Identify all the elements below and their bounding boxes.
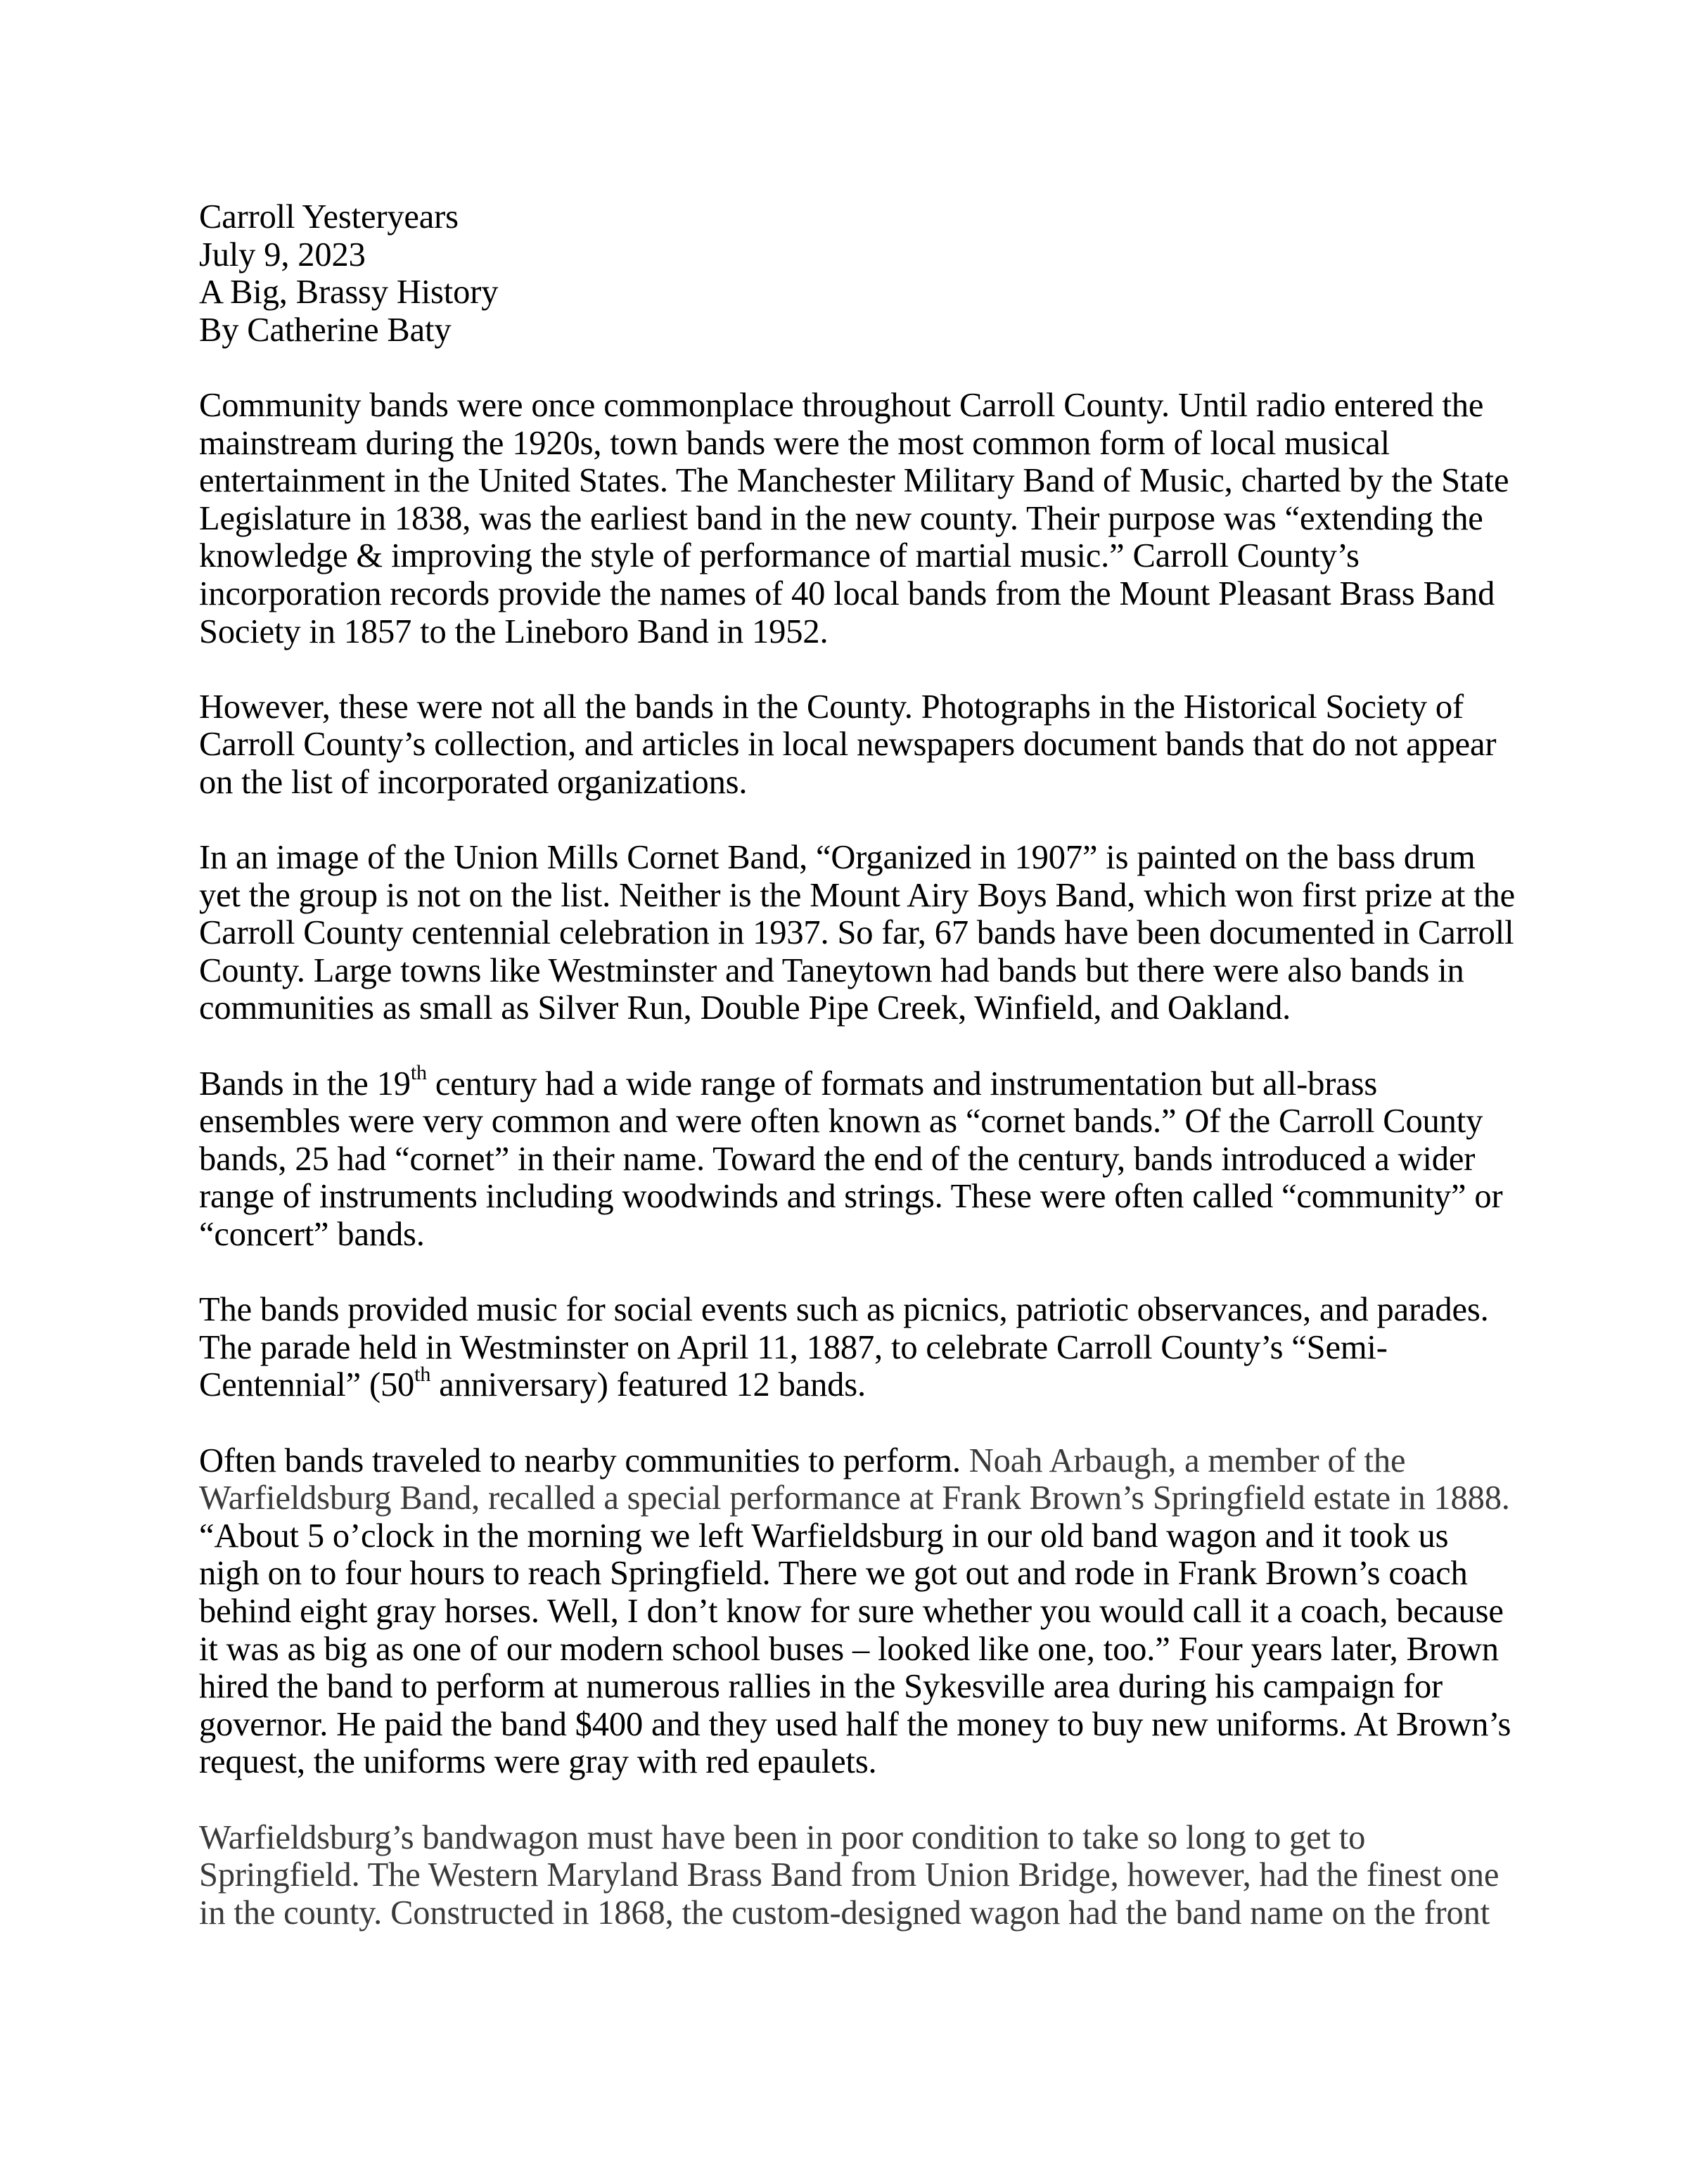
text-run: century had a wide range of formats and instrumentation but all-brass [426,1065,1378,1103]
ordinal-superscript: th [410,1060,427,1085]
text-line: communities as small as Silver Run, Double Pipe Creek, Winfield, and Oakland. [199,989,1291,1027]
text-run: Bands in the 19 [199,1065,411,1103]
text-line [199,1361,1507,1404]
text-line: “concert” bands. [199,1216,425,1254]
text-line: knowledge & improving the style of performance of martial music.” Carroll County’s [199,537,1360,575]
quote-line: “About 5 o’clock in the morning we left Warfieldsburg in our old band wagon and it took us [199,1517,1449,1555]
paragraph-community-bands [199,387,1507,650]
quote-line: behind eight gray horses. Well, I don’t know for sure whether you would call it a coach, because [199,1592,1504,1630]
text-line: The bands provided music for social events such as picnics, patriotic observances, and parades. [199,1291,1489,1329]
text-run-gray: Noah Arbaugh, a member of the [968,1441,1406,1479]
publication-date: July 9, 2023 [199,236,366,274]
text-line-gray: Warfieldsburg’s bandwagon must have been in poor condition to take so long to get to [199,1818,1366,1856]
text-line-gray: Springfield. The Western Maryland Brass Band from Union Bridge, however, had the finest one [199,1856,1500,1894]
text-line-gray: in the county. Constructed in 1868, the custom-designed wagon had the band name on the front [199,1894,1490,1932]
column-name: Carroll Yesteryears [199,198,459,236]
byline: By Catherine Baty [199,311,452,349]
text-line: Society in 1857 to the Lineboro Band in 1952. [199,612,829,650]
text-line: entertainment in the United States. The Manchester Military Band of Music, charted by the State [199,462,1509,500]
text-line: incorporation records provide the names of 40 local bands from the Mount Pleasant Brass Band [199,574,1495,612]
ordinal-superscript: th [414,1361,431,1386]
paragraph-cornet-bands [199,1060,1507,1254]
paragraph-social-events [199,1291,1507,1404]
text-line: bands, 25 had “cornet” in their name. Toward the end of the century, bands introduced a wider [199,1140,1476,1178]
quote-line: nigh on to four hours to reach Springfield. There we got out and rode in Frank Brown’s coach [199,1555,1468,1593]
text-line: Carroll County centennial celebration in 1937. So far, 67 bands have been documented in Carroll [199,914,1514,952]
text-line [199,1060,1507,1103]
text-line: hired the band to perform at numerous rallies in the Sykesville area during his campaign for [199,1668,1443,1706]
text-run: Centennial” (50 [199,1366,415,1404]
text-line: range of instruments including woodwinds and strings. These were often called “community” or [199,1178,1503,1216]
paragraph-bandwagon [199,1819,1507,1932]
text-line: In an image of the Union Mills Cornet Band, “Organized in 1907” is painted on the bass drum [199,839,1476,877]
text-run: Often bands traveled to nearby communities to perform. [199,1441,969,1479]
text-line: However, these were not all the bands in the County. Photographs in the Historical Society of [199,688,1464,726]
text-line: mainstream during the 1920s, town bands were the most common form of local musical [199,424,1390,462]
text-line: yet the group is not on the list. Neither is the Mount Airy Boys Band, which won first prize at the [199,876,1515,914]
text-line: The parade held in Westminster on April 11, 1887, to celebrate Carroll County’s “Semi- [199,1328,1388,1366]
document-page [199,198,1515,1970]
article-header [199,198,1507,349]
text-line: Community bands were once commonplace throughout Carroll County. Until radio entered the [199,386,1484,424]
paragraph-union-mills [199,839,1515,1027]
text-line [199,1442,1507,1480]
text-line: governor. He paid the band $400 and they used half the money to buy new uniforms. At Brown’s [199,1705,1511,1743]
text-line: County. Large towns like Westminster and Taneytown had bands but there were also bands in [199,951,1464,989]
text-line: it was as big as one of our modern school buses – looked like one, too.” Four years later, Brown [199,1630,1499,1668]
paragraph-warfieldsburg-band [199,1441,1511,1781]
text-line: Legislature in 1838, was the earliest band in the new county. Their purpose was “extending the [199,499,1483,537]
paragraph-not-all-bands [199,688,1507,802]
text-run: anniversary) featured 12 bands. [430,1366,866,1404]
text-line: Carroll County’s collection, and articles in local newspapers document bands that do not appear [199,726,1497,764]
article-title: A Big, Brassy History [199,274,499,311]
text-line: ensembles were very common and were often known as “cornet bands.” Of the Carroll County [199,1103,1483,1141]
text-line: on the list of incorporated organizations. [199,763,748,801]
text-line: request, the uniforms were gray with red epaulets. [199,1743,877,1781]
text-line-gray: Warfieldsburg Band, recalled a special performance at Frank Brown’s Springfield estate in 1888. [199,1479,1510,1517]
